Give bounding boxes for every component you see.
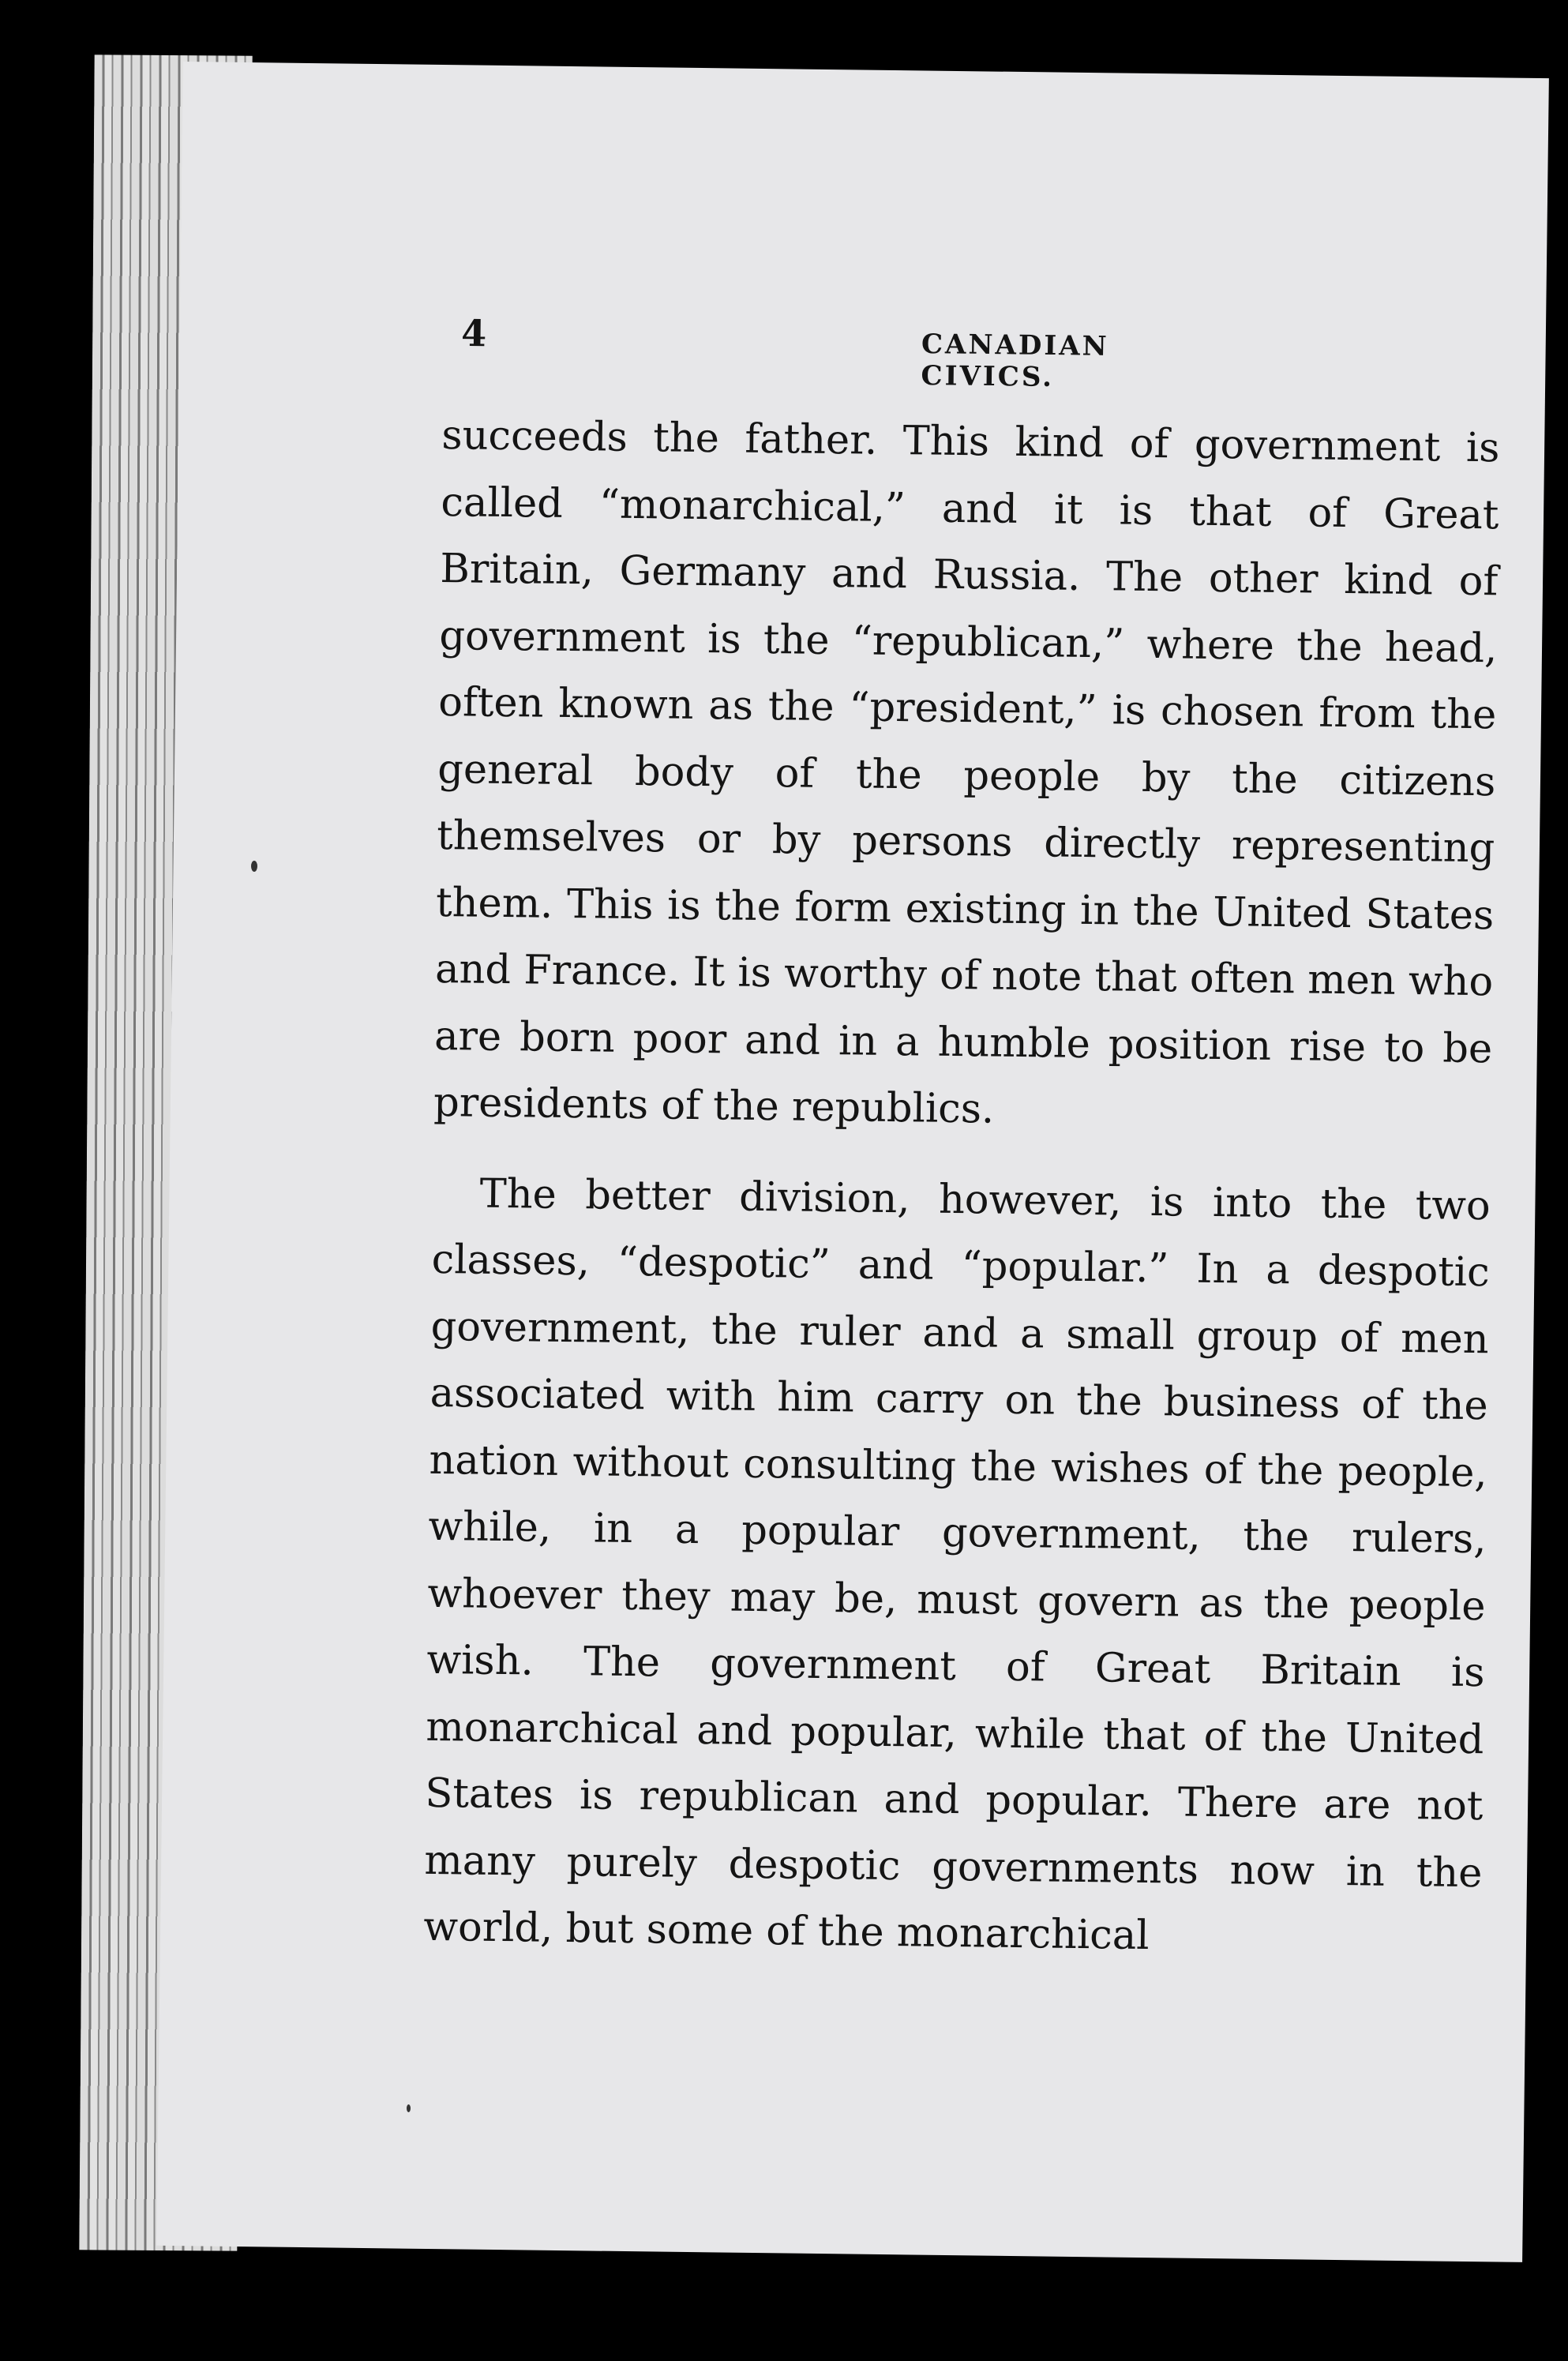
page-number: 4 bbox=[460, 311, 487, 355]
scan-speck bbox=[407, 2104, 411, 2112]
scan-speck bbox=[251, 861, 257, 872]
body-text bbox=[423, 403, 1500, 1974]
paragraph-1: succeeds the father. This kind of government is called “monarchical,” and it is that of Great Britain, Germany and Russia. The other kind of government is the “republican,” where the head, often known as the “president,” is chosen from the general body of the people by the citizens themselves or by persons directly representing them. This is the form existing in the United States and France. It is worthy of note that often men who are born poor and in a humble position rise to be presidents of the republics. bbox=[433, 411, 1500, 1133]
paragraph-2: The better division, however, is into the two classes, “despotic” and “popular.” In a despotic government, the ruler and a small group of men associated with him carry on the business of the nation without consulting the wishes of the people, while, in a popular government, the rulers, whoever they may be, must govern as the people wish. The government of Great Britain is monarchical and popular, while that of the United States is republican and popular. There are not many purely despotic governments now in the world, but some of the monarchical bbox=[423, 1170, 1491, 1960]
running-head: CANADIAN CIVICS. bbox=[921, 328, 1109, 394]
page-header bbox=[278, 310, 1187, 394]
